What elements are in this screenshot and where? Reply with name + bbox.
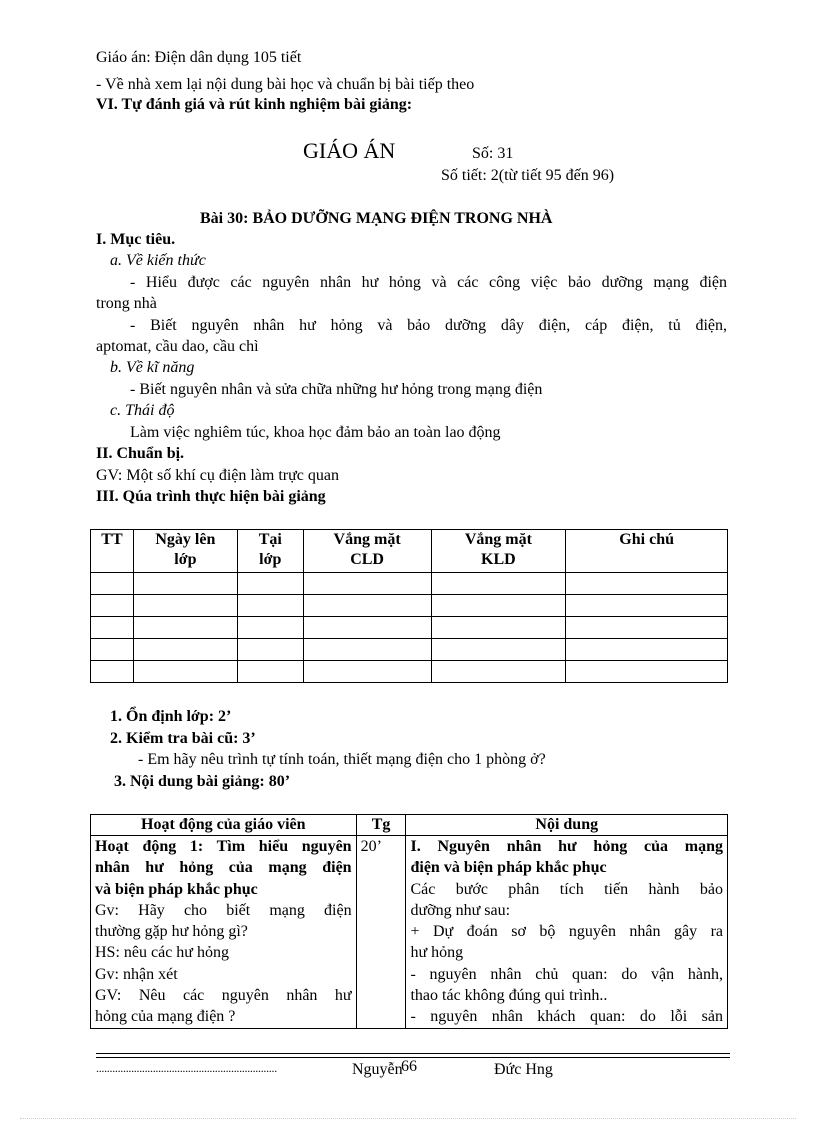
knowledge-item-1-line2: trong nhà	[96, 295, 157, 312]
col-notes: Ghi chú	[566, 530, 728, 573]
objectives-heading: I. Mục tiêu.	[96, 231, 176, 248]
teacher-line: hỏng của mạng điện ?	[95, 1008, 236, 1026]
step-2: 2. Kiểm tra bài cũ: 3’	[110, 730, 256, 747]
activity-header-row	[91, 815, 728, 836]
lesson-title: Bài 30: BẢO DƯỠNG MẠNG ĐIỆN TRONG NHÀ	[200, 210, 553, 227]
content-title-line: I. Nguyên nhân hư hỏng của mạng	[410, 838, 723, 855]
teacher-line: thường gặp hư hỏng gì?	[95, 923, 248, 941]
step-1: 1. Ổn định lớp: 2’	[110, 708, 232, 725]
knowledge-item-2-line2: aptomat, cầu dao, cầu chì	[96, 338, 259, 355]
col-time: Tg	[356, 815, 406, 836]
footer-author-last: Đức Hng	[494, 1061, 553, 1078]
activity-row	[91, 836, 728, 1029]
activity-title-line: Hoạt động 1: Tìm hiểu nguyên	[95, 838, 352, 855]
preparation-heading: II. Chuẩn bị.	[96, 445, 185, 462]
content-title-line: điện và biện pháp khắc phục	[410, 859, 607, 877]
content-line: + Dự đoán sơ bộ nguyên nhân gây ra	[410, 923, 723, 941]
content-line: thao tác không đúng qui trình..	[410, 987, 608, 1005]
preparation-gv: GV: Một số khí cụ điện làm trực quan	[96, 467, 339, 484]
teacher-line: HS: nêu các hư hỏng	[95, 944, 229, 962]
footer-rule-top	[96, 1053, 730, 1054]
teacher-line: Gv: nhận xét	[95, 965, 178, 983]
col-date: Ngày lên lớp	[133, 530, 237, 573]
homework-note: - Về nhà xem lại nội dung bài học và chuẩn bị bài tiếp theo	[96, 76, 475, 93]
content-cell	[406, 836, 728, 1029]
attendance-row	[91, 639, 728, 661]
footer-dots: ...................................................................	[96, 1061, 277, 1075]
time-cell	[356, 836, 406, 1029]
attendance-row	[91, 661, 728, 683]
step-3: 3. Nội dung bài giảng: 80’	[114, 773, 291, 790]
col-teacher-activity: Hoạt động của giáo viên	[91, 815, 357, 836]
attitude-label: c. Thái độ	[110, 402, 175, 419]
teacher-line: GV: Nêu các nguyên nhân hư	[95, 987, 352, 1005]
lesson-plan-number: Số: 31	[472, 145, 514, 162]
knowledge-item-2-line1: - Biết nguyên nhân hư hỏng và bảo dưỡng dây điện, cáp điện, tủ điện,	[130, 317, 727, 334]
activity-time: 20’	[360, 838, 382, 855]
footer-page-number: 66	[401, 1058, 417, 1075]
attendance-row	[91, 595, 728, 617]
process-heading: III. Qúa trình thực hiện bài giảng	[96, 488, 326, 505]
activity-title-line: nhân hư hỏng của mạng điện	[95, 859, 352, 877]
col-tt: TT	[91, 530, 134, 573]
content-line: Các bước phân tích tiến hành bảo	[410, 880, 723, 898]
document-header: Giáo án: Điện dân dụng 105 tiết	[96, 49, 302, 66]
page-bottom-edge	[20, 1118, 796, 1119]
skills-label: b. Về kĩ năng	[110, 359, 195, 376]
step-2-question: - Em hãy nêu trình tự tính toán, thiết mạng điện cho 1 phòng ở?	[138, 751, 546, 768]
attendance-row	[91, 617, 728, 639]
attendance-header-row	[91, 530, 728, 573]
col-class: Tại lớp	[237, 530, 303, 573]
knowledge-label: a. Về kiến thức	[110, 252, 206, 269]
attendance-table	[90, 529, 728, 683]
lesson-plan-periods: Số tiết: 2(từ tiết 95 đến 96)	[441, 167, 615, 184]
activity-title-line: và biện pháp khắc phục	[95, 880, 258, 898]
lesson-plan-title: GIÁO ÁN	[303, 138, 396, 163]
attendance-row	[91, 573, 728, 595]
col-absent-kld: Vắng mặt KLD	[431, 530, 566, 573]
teacher-line: Gv: Hãy cho biết mạng điện	[95, 901, 352, 919]
activity-table	[90, 814, 728, 1029]
content-line: - nguyên nhân chủ quan: do vận hành,	[410, 965, 723, 983]
footer-author-first: Nguyễn	[352, 1061, 403, 1078]
content-line: - nguyên nhân khách quan: do lỗi sản	[410, 1008, 723, 1026]
content-line: hư hỏng	[410, 944, 464, 962]
knowledge-item-1-line1: - Hiểu được các nguyên nhân hư hỏng và các công việc bảo dưỡng mạng điện	[130, 274, 727, 291]
content-line: dưỡng như sau:	[410, 901, 511, 919]
col-absent-cld: Vắng mặt CLD	[303, 530, 431, 573]
col-content: Nội dung	[406, 815, 728, 836]
attitude-item-1: Làm việc nghiêm túc, khoa học đảm bảo an toàn lao động	[130, 424, 501, 441]
teacher-activity-cell	[91, 836, 357, 1029]
skills-item-1: - Biết nguyên nhân và sửa chữa những hư hỏng trong mạng điện	[130, 381, 543, 398]
self-evaluation-heading: VI. Tự đánh giá và rút kinh nghiệm bài giảng:	[96, 96, 413, 113]
